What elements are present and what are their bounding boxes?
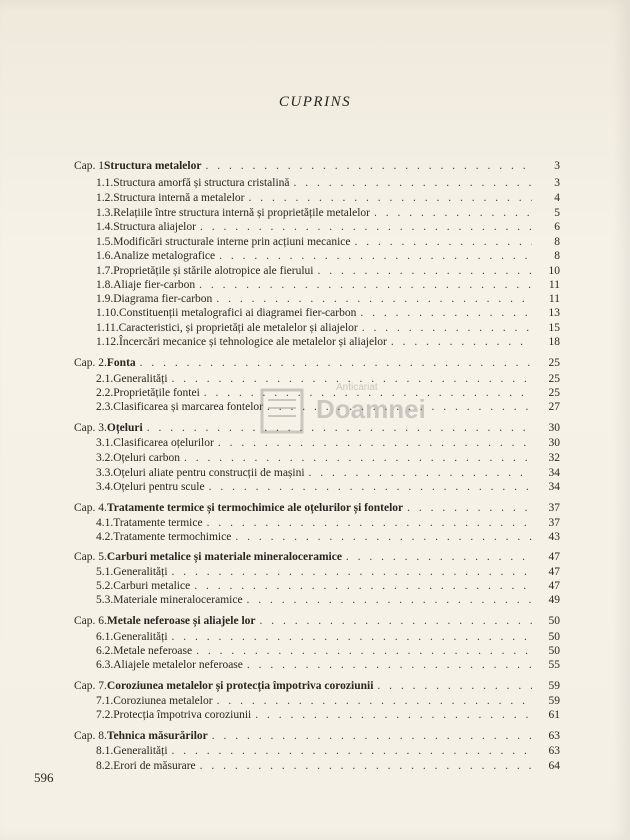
toc-section-row bbox=[96, 530, 560, 544]
toc-page: 8 bbox=[554, 250, 560, 262]
toc-number: Cap. 3. bbox=[74, 422, 107, 434]
toc-section-row bbox=[96, 191, 560, 205]
toc-leader-dots bbox=[309, 466, 532, 480]
toc-leader-dots bbox=[172, 565, 532, 579]
toc-leader-dots bbox=[407, 501, 532, 515]
toc-leader-dots bbox=[216, 292, 532, 306]
toc-title: Analize metalografice bbox=[113, 250, 216, 262]
toc-leader-dots bbox=[346, 550, 532, 564]
toc-page: 61 bbox=[548, 709, 560, 721]
toc-title: Oțeluri aliate pentru construcții de mașini bbox=[113, 467, 305, 479]
toc-page: 5 bbox=[554, 207, 560, 219]
toc-number: 3.1. bbox=[96, 437, 114, 449]
toc-chapter-row bbox=[74, 729, 560, 743]
toc-title: Oțeluri bbox=[106, 422, 143, 434]
toc-title: Structura internă a metalelor bbox=[113, 192, 245, 204]
toc-title: Oțeluri pentru scule bbox=[113, 481, 205, 493]
toc-title: Tratamente termice bbox=[113, 517, 203, 529]
toc-section-row bbox=[96, 292, 560, 306]
toc-section-row bbox=[96, 744, 560, 758]
watermark-logo bbox=[256, 382, 426, 442]
toc-leader-dots bbox=[247, 593, 532, 607]
toc-page: 59 bbox=[548, 695, 560, 707]
toc-number: 1.5. bbox=[96, 236, 114, 248]
toc-number: 5.2. bbox=[96, 580, 114, 592]
toc-title: Proprietățile fontei bbox=[113, 387, 200, 399]
toc-title: Proprietățile și stările alotropice ale fierului bbox=[113, 265, 314, 277]
toc-page: 63 bbox=[548, 745, 560, 757]
toc-title: Fonta bbox=[106, 357, 136, 369]
toc-section-row bbox=[96, 278, 560, 292]
toc-page: 47 bbox=[548, 551, 560, 563]
toc-title: Tratamente termochimice bbox=[113, 531, 232, 543]
toc-title: Tratamente termice și termochimice ale oțelurilor și fontelor bbox=[106, 502, 404, 514]
toc-section-row bbox=[96, 235, 560, 249]
toc-number: 6.1. bbox=[96, 631, 114, 643]
toc-leader-dots bbox=[199, 278, 532, 292]
toc-title: Erori de măsurare bbox=[113, 760, 196, 772]
toc-leader-dots bbox=[360, 306, 532, 320]
toc-chapter-row bbox=[74, 501, 560, 515]
toc-leader-dots bbox=[362, 321, 532, 335]
toc-section-row bbox=[96, 321, 560, 335]
toc-title: Metale neferoase bbox=[113, 645, 193, 657]
toc-chapter-row bbox=[74, 356, 560, 370]
toc-number: 1.8. bbox=[96, 279, 114, 291]
toc-leader-dots bbox=[219, 249, 532, 263]
toc-chapter-row bbox=[74, 679, 560, 693]
toc-number: 4.2. bbox=[96, 531, 114, 543]
toc-leader-dots bbox=[172, 630, 532, 644]
page-title: CUPRINS bbox=[278, 94, 352, 110]
toc-title: Relațiile între structura internă și proprietățile metalelor bbox=[113, 207, 370, 219]
toc-number: 1.11. bbox=[96, 322, 119, 334]
toc-section-row bbox=[96, 644, 560, 658]
toc-leader-dots bbox=[200, 759, 532, 773]
toc-title: Tehnica măsurărilor bbox=[106, 730, 208, 742]
toc-page: 64 bbox=[548, 760, 560, 772]
toc-page: 3 bbox=[554, 177, 560, 189]
toc-title: Metale neferoase și aliajele lor bbox=[106, 615, 256, 627]
toc-number: 8.1. bbox=[96, 745, 114, 757]
toc-title: Carburi metalice și materiale mineraloceramice bbox=[106, 551, 342, 563]
toc-section-row bbox=[96, 658, 560, 672]
toc-title: Oțeluri carbon bbox=[113, 452, 180, 464]
toc-chapter-row bbox=[74, 550, 560, 564]
toc-title: Generalități bbox=[113, 745, 168, 757]
toc-number: 3.2. bbox=[96, 452, 114, 464]
toc-section-row bbox=[96, 759, 560, 773]
toc-section-row bbox=[96, 249, 560, 263]
toc-section-row bbox=[96, 630, 560, 644]
toc-leader-dots bbox=[172, 744, 532, 758]
toc-leader-dots bbox=[248, 191, 532, 205]
toc-leader-dots bbox=[317, 264, 532, 278]
toc-title: Generalități bbox=[113, 373, 168, 385]
toc-number: 8.2. bbox=[96, 760, 114, 772]
toc-section-row bbox=[96, 708, 560, 722]
toc-page: 8 bbox=[554, 236, 560, 248]
toc-number: 5.1. bbox=[96, 566, 114, 578]
toc-number: 2.1. bbox=[96, 373, 114, 385]
toc-page: 6 bbox=[554, 221, 560, 233]
toc-number: 3.4. bbox=[96, 481, 114, 493]
toc-page: 32 bbox=[548, 452, 560, 464]
toc-page: 30 bbox=[548, 437, 560, 449]
toc-title: Structura aliajelor bbox=[113, 221, 196, 233]
page-number: 596 bbox=[34, 770, 54, 785]
toc-title: Constituenții metalografici ai diagramei fier-carbon bbox=[119, 307, 357, 319]
toc-title: Clasificarea oțelurilor bbox=[113, 437, 214, 449]
toc-number: 3.3. bbox=[96, 467, 114, 479]
toc-section-row bbox=[96, 694, 560, 708]
toc-page: 11 bbox=[548, 279, 560, 291]
toc-page: 50 bbox=[548, 615, 560, 627]
toc-number: 1.1. bbox=[96, 177, 114, 189]
toc-page: 37 bbox=[548, 517, 560, 529]
toc-leader-dots bbox=[255, 708, 532, 722]
toc-number: 5.3. bbox=[96, 594, 114, 606]
toc-number: Cap. 5. bbox=[74, 551, 107, 563]
toc-section-row bbox=[96, 451, 560, 465]
toc-leader-dots bbox=[235, 530, 532, 544]
toc-section-row bbox=[96, 220, 560, 234]
toc-page: 15 bbox=[548, 322, 560, 334]
toc-leader-dots bbox=[374, 206, 532, 220]
toc-number: Cap. 6. bbox=[74, 615, 107, 627]
toc-page: 55 bbox=[548, 659, 560, 671]
toc-chapter-row bbox=[74, 614, 560, 628]
toc-leader-dots bbox=[194, 579, 532, 593]
toc-title: Structura metalelor bbox=[104, 160, 202, 172]
toc-page: 59 bbox=[548, 680, 560, 692]
toc-page: 43 bbox=[548, 531, 560, 543]
toc-number: Cap. 2. bbox=[74, 357, 107, 369]
toc-number: 1.2. bbox=[96, 192, 114, 204]
toc-leader-dots bbox=[140, 356, 532, 370]
toc-leader-dots bbox=[391, 335, 532, 349]
toc-section-row bbox=[96, 593, 560, 607]
toc-leader-dots bbox=[247, 658, 532, 672]
toc-section-row bbox=[96, 579, 560, 593]
toc-number: 4.1. bbox=[96, 517, 114, 529]
toc-page: 34 bbox=[548, 481, 560, 493]
toc-section-row bbox=[96, 176, 560, 190]
watermark-small-text: Anticariat bbox=[336, 382, 378, 393]
book-icon bbox=[256, 382, 312, 438]
toc-title: Generalități bbox=[113, 631, 168, 643]
toc-number: 1.7. bbox=[96, 265, 114, 277]
toc-page: 50 bbox=[548, 631, 560, 643]
toc-title: Coroziunea metalelor și protecția împotriva coroziunii bbox=[106, 680, 374, 692]
toc-page: 49 bbox=[548, 594, 560, 606]
toc-number: Cap. 4. bbox=[74, 502, 107, 514]
toc-page: 3 bbox=[554, 160, 560, 172]
toc-leader-dots bbox=[355, 235, 533, 249]
toc-leader-dots bbox=[209, 480, 532, 494]
toc-page: 30 bbox=[548, 422, 560, 434]
toc-number: 2.3. bbox=[96, 401, 114, 413]
toc-title: Carburi metalice bbox=[113, 580, 191, 592]
toc-section-row bbox=[96, 264, 560, 278]
toc-page: 11 bbox=[548, 293, 560, 305]
toc-leader-dots bbox=[377, 679, 532, 693]
toc-number: 1.9. bbox=[96, 293, 114, 305]
toc-number: 1.10. bbox=[96, 307, 119, 319]
toc-page: 25 bbox=[548, 357, 560, 369]
toc-page: 4 bbox=[554, 192, 560, 204]
toc-number: 1.4. bbox=[96, 221, 114, 233]
toc-section-row bbox=[96, 480, 560, 494]
toc-number: 1.3. bbox=[96, 207, 114, 219]
toc-number: 6.3. bbox=[96, 659, 114, 671]
toc-title: Caracteristici, și proprietăți ale metalelor și aliajelor bbox=[118, 322, 358, 334]
toc-number: 1.12. bbox=[96, 336, 119, 348]
toc-title: Coroziunea metalelor bbox=[113, 695, 213, 707]
toc-page: 37 bbox=[548, 502, 560, 514]
toc-number: Cap. 7. bbox=[74, 680, 107, 692]
toc-section-row bbox=[96, 466, 560, 480]
toc-title: Clasificarea și marcarea fontelor bbox=[113, 401, 263, 413]
toc-title: Modificări structurale interne prin acțiuni mecanice bbox=[113, 236, 351, 248]
toc-leader-dots bbox=[294, 176, 532, 190]
toc-section-row bbox=[96, 206, 560, 220]
toc-title: Aliaje fier-carbon bbox=[113, 279, 196, 291]
toc-page: 25 bbox=[548, 387, 560, 399]
toc-leader-dots bbox=[196, 644, 532, 658]
toc-number: Cap. 8. bbox=[74, 730, 107, 742]
toc-page: 50 bbox=[548, 645, 560, 657]
toc-leader-dots bbox=[212, 729, 532, 743]
toc-section-row bbox=[96, 335, 560, 349]
toc-title: Diagrama fier-carbon bbox=[113, 293, 213, 305]
toc-title: Generalități bbox=[113, 566, 168, 578]
toc-title: Structura amorfă și structura cristalină bbox=[113, 177, 290, 189]
toc-page: 34 bbox=[548, 467, 560, 479]
toc-chapter-row bbox=[74, 159, 560, 173]
toc-leader-dots bbox=[184, 451, 532, 465]
toc-section-row bbox=[96, 565, 560, 579]
toc-leader-dots bbox=[200, 220, 532, 234]
toc-number: 6.2. bbox=[96, 645, 114, 657]
toc-leader-dots bbox=[217, 694, 532, 708]
toc-page: 25 bbox=[548, 373, 560, 385]
toc-page: 47 bbox=[548, 566, 560, 578]
toc-section-row bbox=[96, 516, 560, 530]
toc-title: Aliajele metalelor neferoase bbox=[113, 659, 243, 671]
toc-number: 7.1. bbox=[96, 695, 114, 707]
toc-title: Încercări mecanice și tehnologice ale metalelor și aliajelor bbox=[119, 336, 387, 348]
toc-page: 13 bbox=[548, 307, 560, 319]
toc-leader-dots bbox=[260, 614, 533, 628]
toc-leader-dots bbox=[205, 159, 532, 173]
toc-number: Cap. 1 bbox=[74, 160, 105, 172]
toc-leader-dots bbox=[207, 516, 532, 530]
toc-title: Materiale mineraloceramice bbox=[113, 594, 243, 606]
toc-page: 63 bbox=[548, 730, 560, 742]
toc-number: 7.2. bbox=[96, 709, 114, 721]
toc-number: 2.2. bbox=[96, 387, 114, 399]
watermark-text: Doamnei bbox=[316, 394, 426, 424]
toc-section-row bbox=[96, 306, 560, 320]
toc-page: 18 bbox=[548, 336, 560, 348]
toc-page: 27 bbox=[548, 401, 560, 413]
toc-page: 10 bbox=[548, 265, 560, 277]
toc-title: Protecția împotriva coroziunii bbox=[113, 709, 252, 721]
toc-number: 1.6. bbox=[96, 250, 114, 262]
toc-page: 47 bbox=[548, 580, 560, 592]
